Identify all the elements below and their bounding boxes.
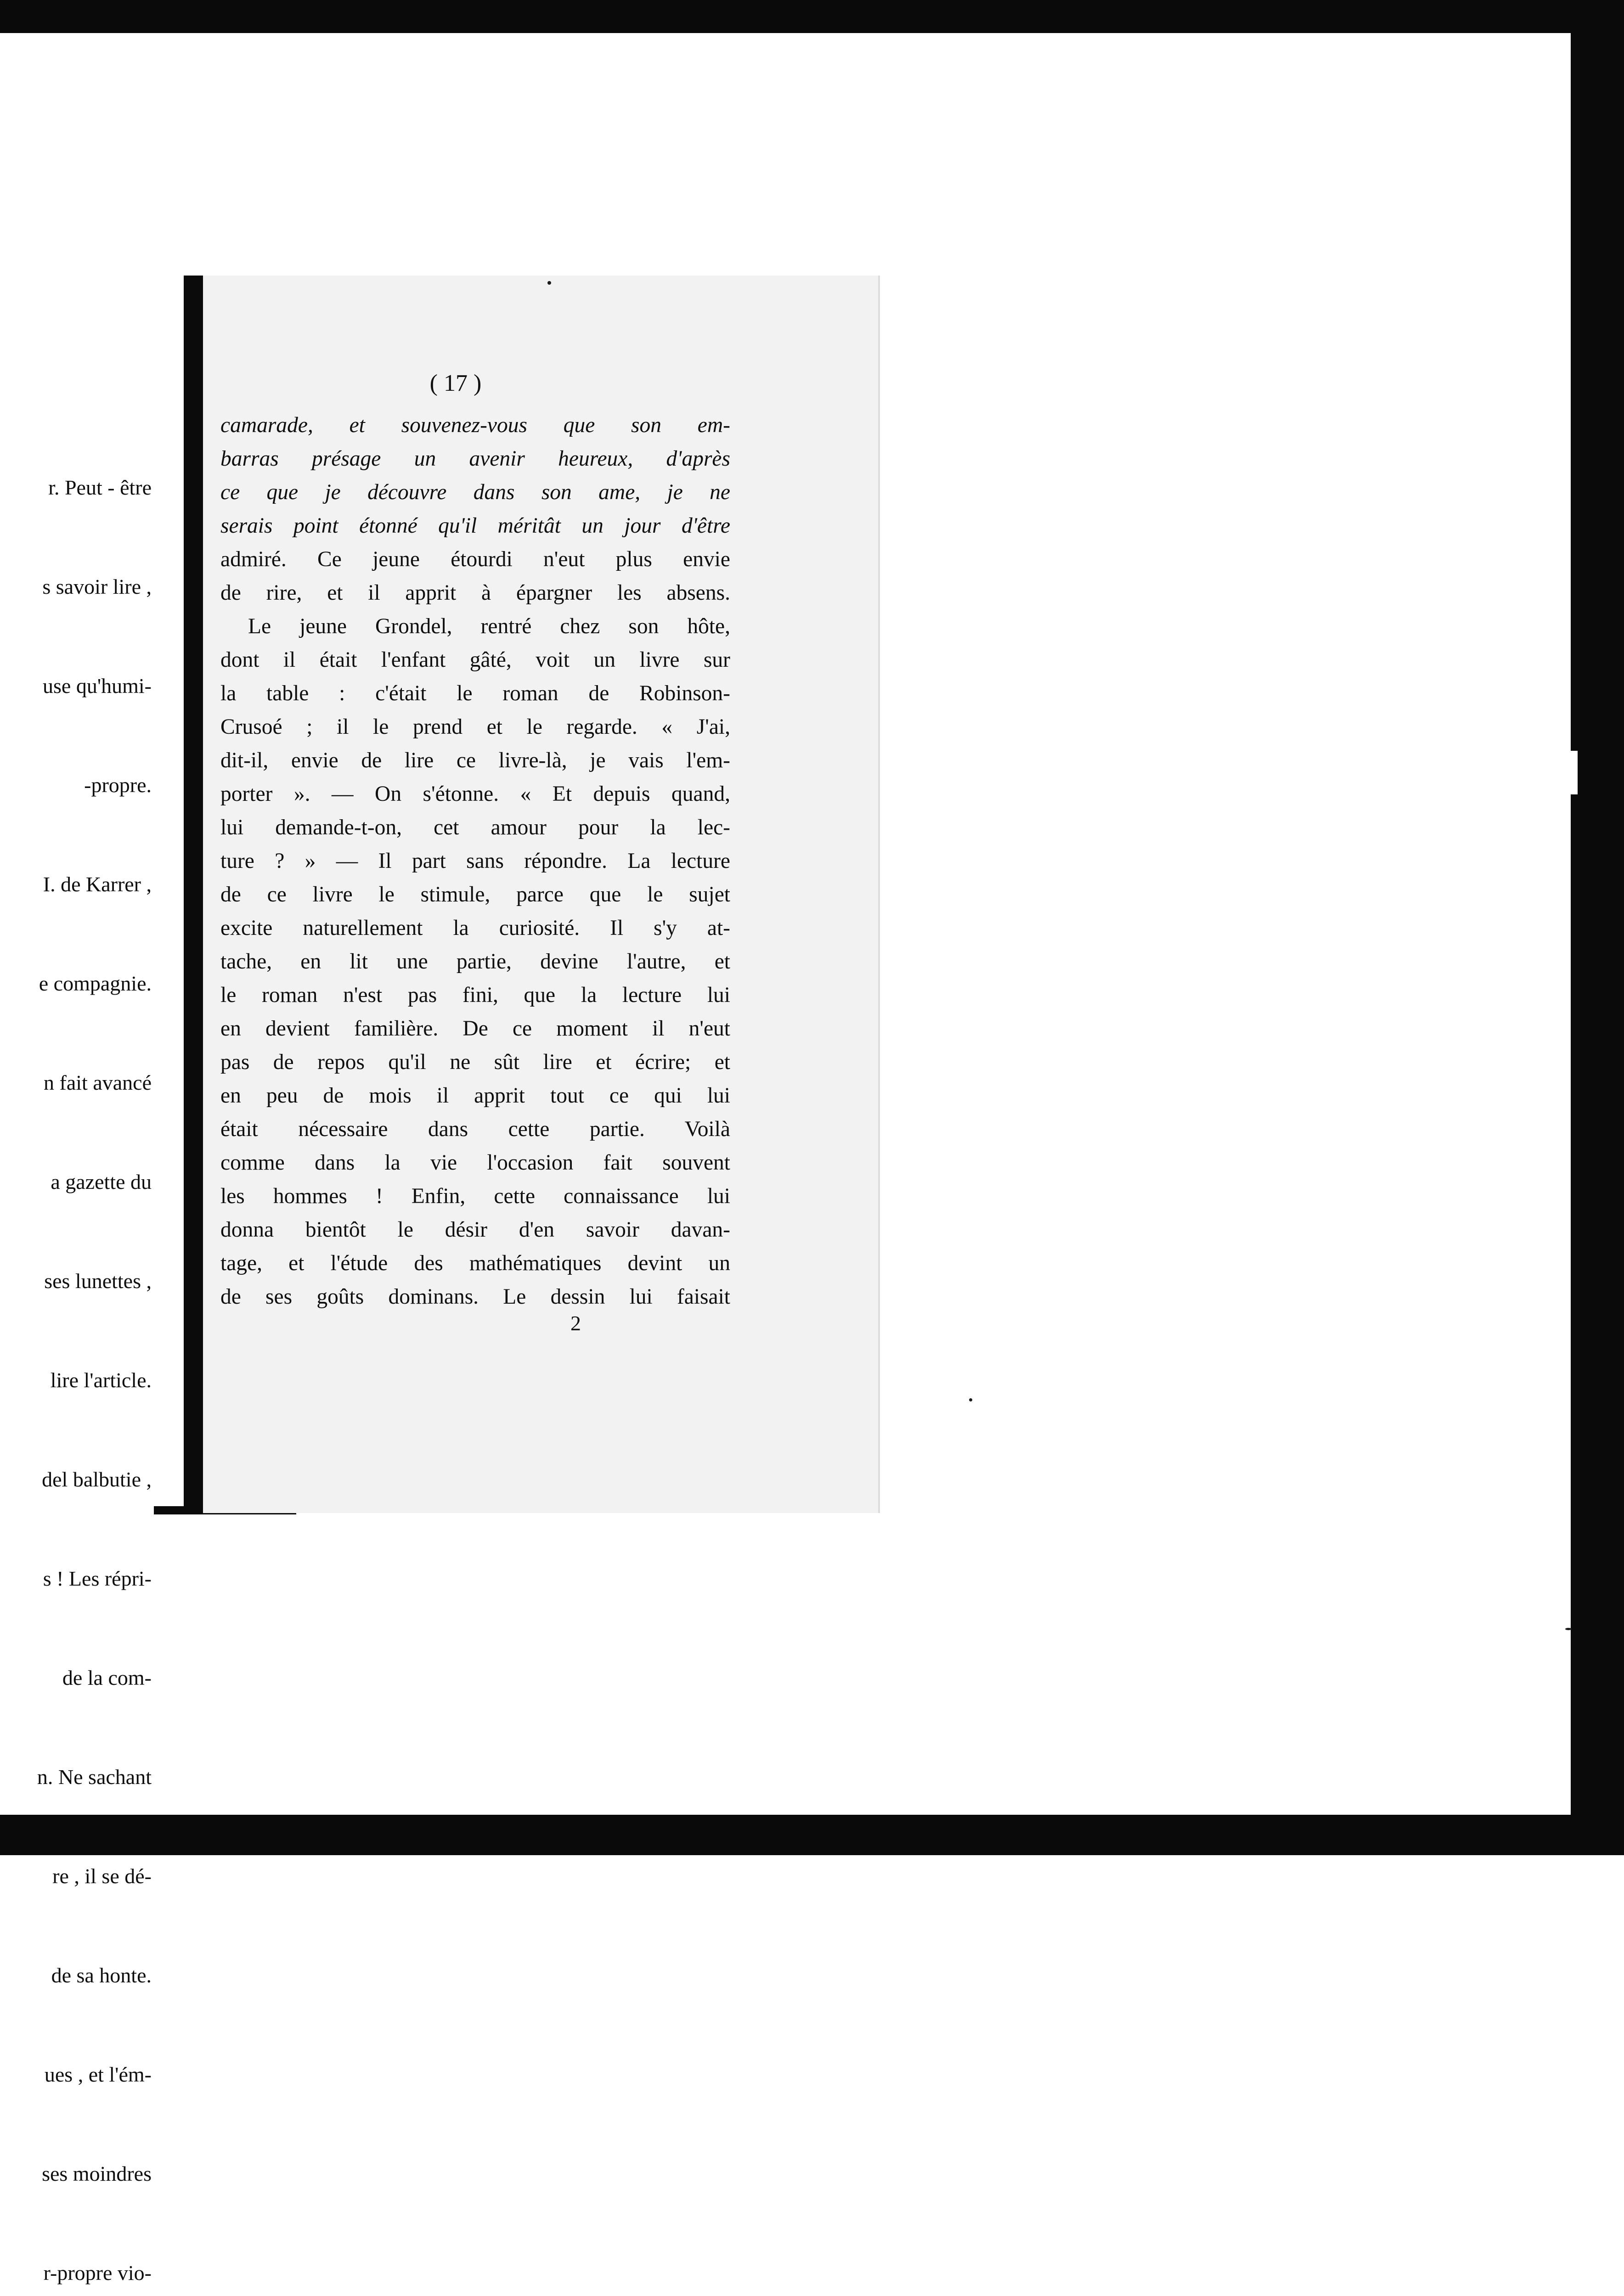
body-line: de rire, et il apprit à épargner les absens. bbox=[220, 581, 730, 605]
left-line: de sa honte. bbox=[51, 1964, 152, 1987]
left-line: lire l'article. bbox=[50, 1368, 152, 1392]
body-line: serais point étonné qu'il méritât un jour d'être bbox=[220, 514, 730, 538]
left-line: ses moindres bbox=[42, 2162, 152, 2185]
left-line: r-propre vio- bbox=[43, 2261, 152, 2285]
body-line: barras présage un avenir heureux, d'après bbox=[220, 447, 730, 471]
body-line: le roman n'est pas fini, que la lecture lui bbox=[220, 983, 730, 1007]
body-line: admiré. Ce jeune étourdi n'eut plus envie bbox=[220, 547, 730, 571]
body-line: de ce livre le stimule, parce que le sujet bbox=[220, 883, 730, 906]
left-line: ses lunettes , bbox=[44, 1269, 152, 1293]
body-line: Le jeune Grondel, rentré chez son hôte, bbox=[248, 614, 730, 638]
body-line: en peu de mois il apprit tout ce qui lui bbox=[220, 1084, 730, 1108]
body-line: ture ? » — Il part sans répondre. La lecture bbox=[220, 849, 730, 873]
body-line: était nécessaire dans cette partie. Voilà bbox=[220, 1117, 730, 1141]
left-line: -propre. bbox=[84, 773, 152, 797]
left-line: r. Peut - être bbox=[48, 476, 152, 499]
body-line: les hommes ! Enfin, cette connaissance lui bbox=[220, 1184, 730, 1208]
left-line: n. Ne sachant bbox=[37, 1765, 152, 1789]
body-line: lui demande-t-on, cet amour pour la lec- bbox=[220, 816, 730, 839]
body-line: camarade, et souvenez-vous que son em- bbox=[220, 413, 730, 437]
scan-frame-bottom bbox=[0, 1815, 1624, 1855]
body-line: pas de repos qu'il ne sût lire et écrire; et bbox=[220, 1050, 730, 1074]
scan-frame-right bbox=[1571, 0, 1624, 1855]
body-line: porter ». — On s'étonne. « Et depuis quand, bbox=[220, 782, 730, 806]
signature-mark: 2 bbox=[570, 1311, 581, 1335]
body-line: la table : c'était le roman de Robinson- bbox=[220, 681, 730, 705]
left-line: e compagnie. bbox=[39, 972, 152, 995]
left-line: n fait avancé bbox=[44, 1071, 152, 1094]
left-line: de la com- bbox=[62, 1666, 152, 1689]
left-line: I. de Karrer , bbox=[43, 872, 152, 896]
body-line: Crusoé ; il le prend et le regarde. « J'ai, bbox=[220, 715, 730, 739]
left-line: s ! Les répri- bbox=[43, 1567, 152, 1590]
scan-frame-notch bbox=[1555, 751, 1578, 794]
scan-speck bbox=[547, 281, 551, 285]
left-line: ues , et l'ém- bbox=[44, 2063, 152, 2086]
body-line: dont il était l'enfant gâté, voit un livre sur bbox=[220, 648, 730, 672]
body-line: ce que je découvre dans son ame, je ne bbox=[220, 480, 730, 504]
left-line: re , il se dé- bbox=[52, 1864, 152, 1888]
binding-gutter bbox=[184, 276, 203, 1513]
body-line: de ses goûts dominans. Le dessin lui faisait bbox=[220, 1285, 730, 1309]
left-line: s savoir lire , bbox=[42, 575, 152, 598]
right-page-body bbox=[220, 409, 730, 1314]
left-page-text bbox=[0, 405, 152, 2296]
left-line: use qu'humi- bbox=[43, 674, 152, 698]
body-line: comme dans la vie l'occasion fait souvent bbox=[220, 1151, 730, 1175]
left-page-fragment bbox=[0, 276, 184, 2285]
left-line: del balbutie , bbox=[42, 1468, 152, 1491]
scan-speck bbox=[969, 1398, 972, 1401]
right-page bbox=[203, 276, 880, 1513]
body-line: tage, et l'étude des mathématiques devint un bbox=[220, 1251, 730, 1275]
scan-speck bbox=[1565, 1628, 1572, 1630]
body-line: excite naturellement la curiosité. Il s'y at- bbox=[220, 916, 730, 940]
body-line: dit-il, envie de lire ce livre-là, je vais l'em- bbox=[220, 748, 730, 772]
scan-frame-top bbox=[0, 0, 1624, 33]
body-line: tache, en lit une partie, devine l'autre, et bbox=[220, 950, 730, 974]
page-number: ( 17 ) bbox=[429, 370, 482, 396]
left-line: a gazette du bbox=[51, 1170, 152, 1193]
body-line: donna bientôt le désir d'en savoir davan- bbox=[220, 1218, 730, 1242]
body-line: en devient familière. De ce moment il n'eut bbox=[220, 1017, 730, 1041]
